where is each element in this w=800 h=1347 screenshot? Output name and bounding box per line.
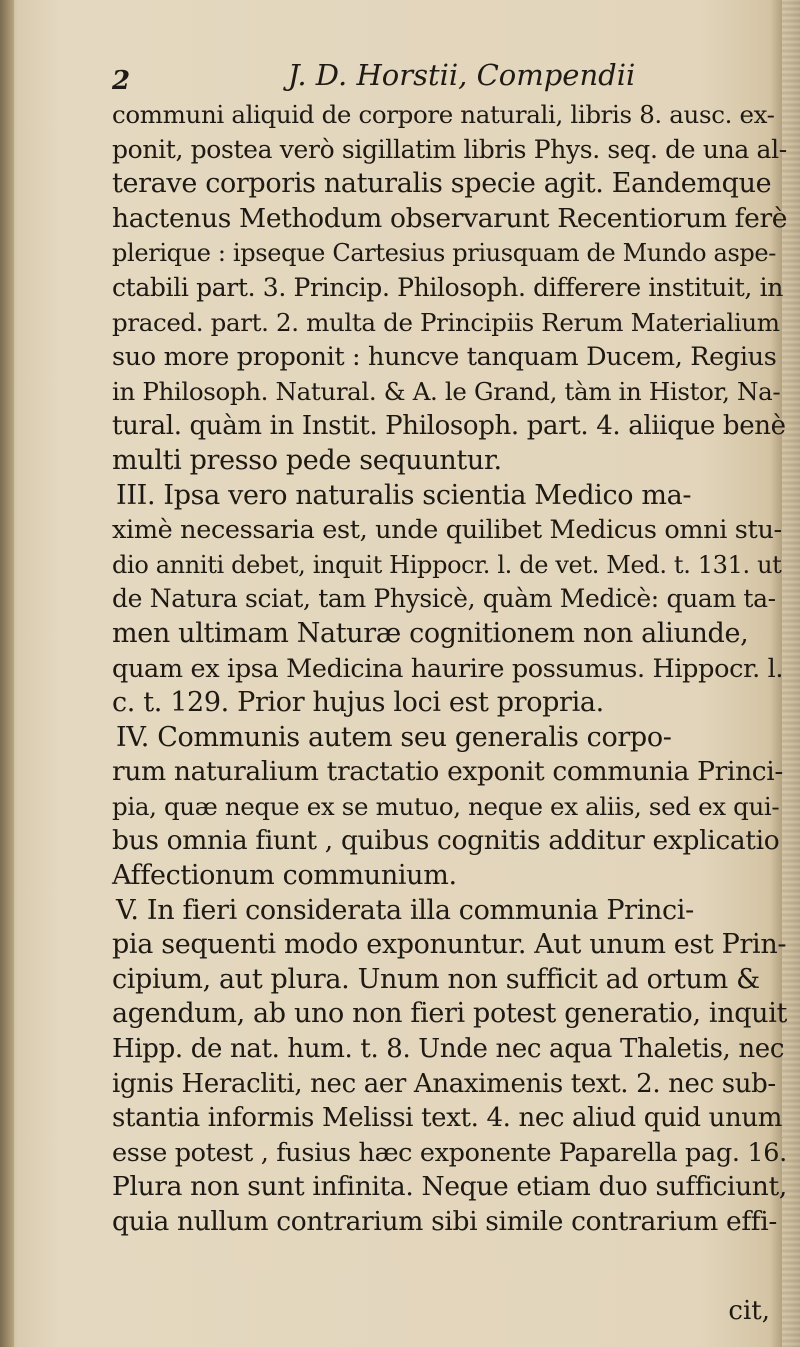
text-line: de Natura sciat, tam Physicè, quàm Medicè: quam ta- (112, 584, 776, 614)
text-line: hactenus Methodum observarunt Recentiorum ferè (112, 202, 788, 234)
text-line: rum naturalium tractatio exponit communia Princi- (112, 756, 784, 788)
text-line: ponit, postea verò sigillatim libris Phys. seq. de una al- (112, 134, 787, 164)
text-line: plerique : ipseque Cartesius priusquam de Mundo aspe- (112, 239, 777, 268)
text-line: suo more proponit : huncve tanquam Ducem, Regius (112, 342, 777, 373)
section-iii-start: III. Ipsa vero naturalis scientia Medico ma- (116, 479, 692, 511)
text-line: dio anniti debet, inquit Hippocr. l. de vet. Med. t. 131. ut (112, 550, 782, 579)
catchword: cit, (728, 1296, 770, 1326)
text-line: pia, quæ neque ex se mutuo, neque ex aliis, sed ex qui- (112, 791, 780, 821)
text-line: ignis Heracliti, nec aer Anaximenis text. 2. nec sub- (112, 1068, 776, 1099)
section-iv-start: IV. Communis autem seu generalis corpo- (116, 721, 672, 753)
text-line: Plura non sunt infinita. Neque etiam duo sufficiunt, (112, 1171, 787, 1203)
text-line: ctabili part. 3. Princip. Philosoph. differere instituit, in (112, 272, 783, 302)
text-line: multi presso pede sequuntur. (112, 444, 502, 476)
text-line: quia nullum contrarium sibi simile contrarium effi- (112, 1206, 777, 1237)
text-line: praced. part. 2. multa de Principiis Rerum Materialium (112, 307, 780, 337)
text-line: pia sequenti modo exponuntur. Aut unum est Prin- (112, 929, 787, 961)
running-title: J. D. Horstii, Compendii (288, 58, 636, 92)
text-line: ximè necessaria est, unde quilibet Medicus omni stu- (112, 515, 782, 546)
body-text (112, 98, 788, 1240)
text-line: tural. quàm in Instit. Philosoph. part. 4. aliique benè (112, 411, 786, 442)
text-line: in Philosoph. Natural. & A. le Grand, tàm in Histor, Na- (112, 376, 781, 406)
text-line: communi aliquid de corpore naturali, libris 8. ausc. ex- (112, 100, 775, 129)
text-line: Affectionum communium. (112, 860, 457, 892)
text-line: Hipp. de nat. hum. t. 8. Unde nec aqua Thaletis, nec (112, 1034, 785, 1065)
text-line: terave corporis naturalis specie agit. Eandemque (112, 168, 772, 200)
text-line: quam ex ipsa Medicina haurire possumus. Hippocr. l. (112, 653, 784, 684)
text-line: cipium, aut plura. Unum non sufficit ad ortum & (112, 963, 760, 995)
text-line: stantia informis Melissi text. 4. nec aliud quid unum (112, 1103, 783, 1134)
book-spine (0, 0, 14, 1347)
section-v-start: V. In fieri considerata illa communia Princi- (116, 894, 694, 926)
page-header (112, 58, 772, 98)
text-line: bus omnia fiunt , quibus cognitis additur explicatio (112, 825, 780, 857)
text-line: agendum, ab uno non fieri potest generatio, inquit (112, 998, 787, 1030)
text-line: esse potest , fusius hæc exponente Paparella pag. 16. (112, 1137, 787, 1168)
page-number: 2 (112, 66, 131, 96)
text-line: men ultimam Naturæ cognitionem non aliunde, (112, 617, 749, 649)
text-line: c. t. 129. Prior hujus loci est propria. (112, 687, 604, 719)
